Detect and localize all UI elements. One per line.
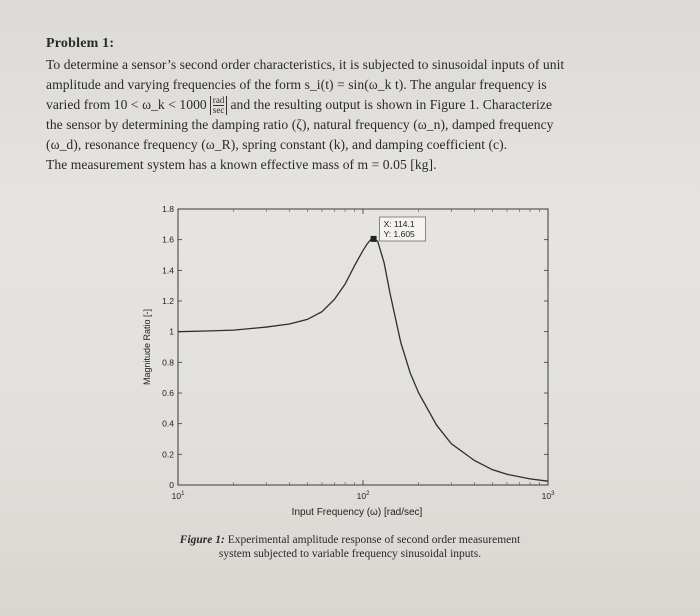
y-tick-label: 1.4 xyxy=(162,265,174,276)
y-tick-label: 0 xyxy=(169,480,174,490)
caption-text-line-2: system subjected to variable frequency sinusoidal inputs. xyxy=(218,547,482,560)
problem-line-6: The measurement system has a known effective mass of m = 0.05 [kg]. xyxy=(46,156,437,172)
x-tick-label: $10^1$ xyxy=(171,491,185,501)
y-tick-label: 1.2 xyxy=(162,296,174,306)
datatip-x-label: X: 114.1 xyxy=(383,219,415,229)
y-tick-label: 0.6 xyxy=(162,388,174,398)
y-tick-label: 1 xyxy=(169,326,174,337)
datatip-y-label: Y: 1.605 xyxy=(383,229,415,239)
problem-statement xyxy=(46,55,646,174)
problem-line-4: the sensor by determining the damping ratio (ζ), natural frequency (ω_n), damped frequency xyxy=(46,116,554,132)
problem-line-1: To determine a sensor’s second order characteristics, it is subjected to sinusoidal inputs of unit xyxy=(46,57,565,72)
magnitude-ratio-chart xyxy=(140,205,560,525)
peak-datatip-marker xyxy=(371,236,377,242)
problem-line-2: amplitude and varying frequencies of the form s_i(t) = sin(ω_k t). The angular frequency is xyxy=(46,76,547,92)
figure-caption xyxy=(140,534,560,561)
y-tick-label: 1.8 xyxy=(162,205,174,214)
caption-text-line-1: Experimental amplitude response of second order measurement xyxy=(227,534,521,546)
problem-line-3 xyxy=(46,95,646,115)
y-axis-label: Magnitude Ratio [-] xyxy=(142,308,152,386)
unit-fraction xyxy=(210,96,228,115)
problem-title: Problem 1: xyxy=(46,36,115,51)
frequency-range-text: varied from 10 < ω_k < 1000 xyxy=(46,96,207,112)
x-tick-label: $10^2$ xyxy=(356,491,370,501)
caption-label: Figure 1: xyxy=(179,534,225,546)
y-tick-label: 1.6 xyxy=(162,234,174,245)
frequency-range-rest: and the resulting output is shown in Figure 1. Characterize xyxy=(230,96,553,112)
x-axis-label: Input Frequency (ω) [rad/sec] xyxy=(291,507,423,518)
x-tick-label: $10^3$ xyxy=(541,491,555,501)
magnitude-curve xyxy=(178,239,548,481)
y-tick-label: 0.8 xyxy=(162,357,174,368)
datatip-box xyxy=(380,217,426,241)
y-tick-label: 0.2 xyxy=(162,449,174,460)
y-tick-label: 0.4 xyxy=(162,418,174,429)
unit-denominator: sec xyxy=(212,104,225,115)
problem-line-5: (ω_d), resonance frequency (ω_R), spring constant (k), and damping coefficient (c). xyxy=(46,136,508,152)
unit-numerator: rad xyxy=(212,94,225,105)
